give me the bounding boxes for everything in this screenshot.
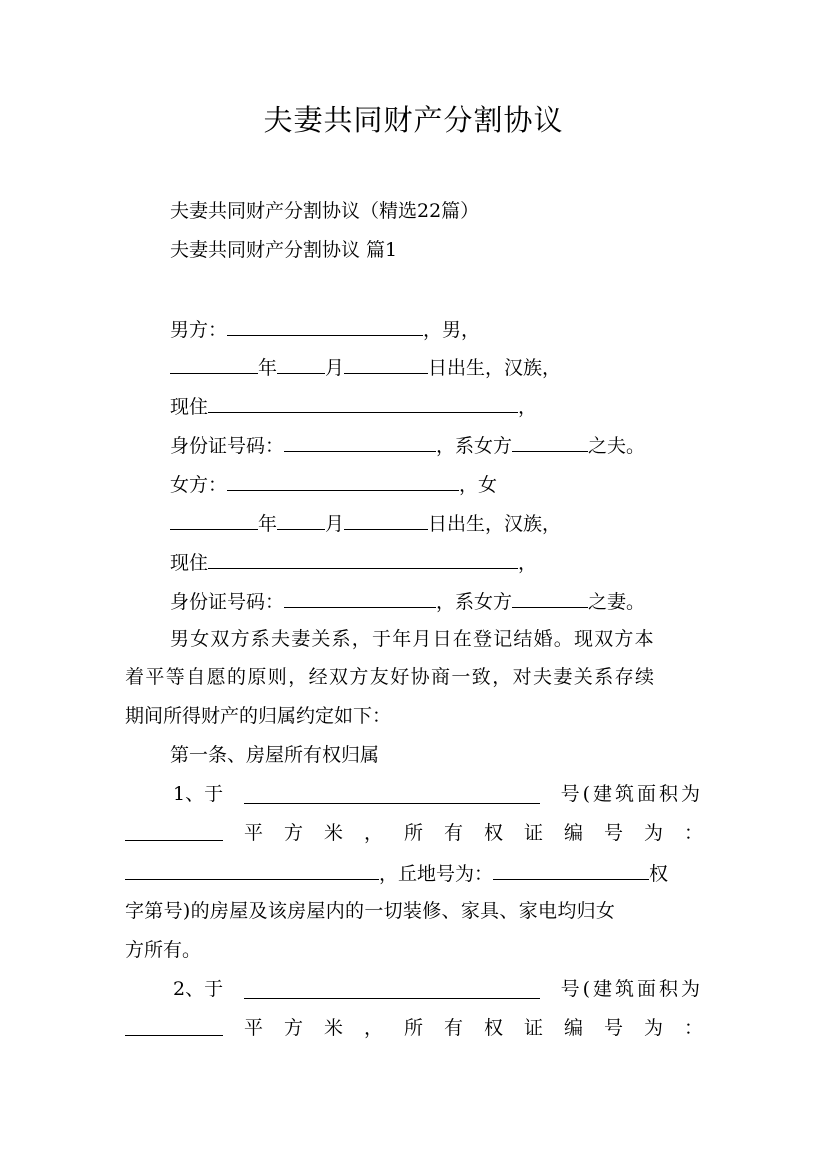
address-suffix: ， (518, 552, 538, 574)
male-name-blank (227, 315, 423, 336)
female-gender: ，女 (459, 474, 498, 496)
area-char: ， (363, 1017, 383, 1039)
female-relation-blank (512, 587, 588, 608)
female-address-blank (208, 548, 518, 569)
area-char: 有 (443, 822, 463, 844)
area-char: 证 (523, 1017, 543, 1039)
year-label: 年 (258, 357, 278, 379)
area-char: 米 (323, 822, 343, 844)
item-1-line-1 (125, 781, 703, 807)
area-char: 方 (283, 822, 303, 844)
birth-suffix: 日出生，汉族， (428, 513, 562, 535)
item-1-certificate-blank (125, 859, 379, 880)
male-gender: ，男， (423, 319, 481, 341)
address-label: 现住 (170, 552, 209, 574)
relation-suffix: 之夫。 (588, 435, 646, 457)
male-label: 男方： (170, 319, 228, 341)
area-char: 为 (643, 822, 663, 844)
area-char: 编 (563, 822, 583, 844)
item-1-location-blank (244, 783, 540, 804)
area-char: 所 (403, 1017, 423, 1039)
male-birth-month-blank (277, 353, 325, 374)
female-name-blank (227, 470, 459, 491)
area-char: ： (683, 822, 703, 844)
item-1-prefix: 1、于 (173, 783, 224, 805)
area-char: 权 (483, 1017, 503, 1039)
month-label: 月 (325, 513, 345, 535)
document-subtitle: 夫妻共同财产分割协议（精选22篇） (170, 200, 480, 222)
intro-line-2: 着平等自愿的原则，经双方友好协商一致，对夫妻关系存续 (125, 666, 656, 688)
item-1-line-2 (125, 820, 703, 846)
item-1-plot-blank (493, 859, 649, 880)
male-address-blank (208, 392, 518, 413)
male-id-line (170, 431, 645, 459)
area-char: ， (363, 822, 383, 844)
area-char: 权 (483, 822, 503, 844)
certificate-suffix: 权 (649, 863, 669, 885)
area-char: 所 (403, 822, 423, 844)
area-char: 号 (603, 822, 623, 844)
item-1-number-suffix: 号(建筑面积为 (560, 783, 703, 805)
area-char: 有 (443, 1017, 463, 1039)
female-label: 女方： (170, 474, 228, 496)
item-1-area-blank (125, 820, 223, 841)
male-id-blank (284, 431, 436, 452)
area-char: 平 (243, 1017, 263, 1039)
female-id-blank (284, 587, 436, 608)
item-2-area-blank (125, 1015, 223, 1036)
intro-line-3: 期间所得财产的归属约定如下： (125, 705, 392, 727)
area-char: 米 (323, 1017, 343, 1039)
item-1-line-4: 字第号)的房屋及该房屋内的一切装修、家具、家电均归女 (125, 900, 616, 922)
id-label: 身份证号码： (170, 435, 285, 457)
month-label: 月 (325, 357, 345, 379)
relation-prefix: ，系女方 (436, 435, 513, 457)
female-birth-line (170, 509, 561, 537)
plot-label: ，丘地号为： (379, 863, 494, 885)
address-suffix: ， (518, 396, 538, 418)
item-2-prefix: 2、于 (173, 978, 224, 1000)
area-char: 编 (563, 1017, 583, 1039)
birth-suffix: 日出生，汉族， (428, 357, 562, 379)
female-birth-day-blank (344, 509, 428, 530)
area-char: 证 (523, 822, 543, 844)
section-heading: 夫妻共同财产分割协议 篇1 (170, 239, 398, 261)
male-birth-year-blank (170, 353, 258, 374)
item-1-line-3 (125, 859, 668, 887)
male-address-line (170, 392, 537, 420)
female-address-line (170, 548, 537, 576)
address-label: 现住 (170, 396, 209, 418)
area-char: 号 (603, 1017, 623, 1039)
relation-prefix: ，系女方 (436, 591, 513, 613)
relation-suffix: 之妻。 (588, 591, 646, 613)
female-name-line (170, 470, 497, 498)
area-char: 为 (643, 1017, 663, 1039)
item-2-line-1 (125, 976, 703, 1002)
item-1-line-5: 方所有。 (125, 939, 202, 961)
female-id-line (170, 587, 645, 615)
male-birth-day-blank (344, 353, 428, 374)
document-title: 夫妻共同财产分割协议 (263, 103, 564, 137)
male-birth-line (170, 353, 561, 381)
male-name-line (170, 315, 480, 343)
item-2-location-blank (244, 978, 540, 999)
female-birth-month-blank (277, 509, 325, 530)
male-relation-blank (512, 431, 588, 452)
item-2-line-2 (125, 1015, 703, 1041)
intro-line-1: 男女双方系夫妻关系，于年月日在登记结婚。现双方本 (170, 628, 655, 650)
area-char: 平 (243, 822, 263, 844)
area-char: 方 (283, 1017, 303, 1039)
article-1-heading: 第一条、房屋所有权归属 (170, 744, 380, 766)
area-char: ： (683, 1017, 703, 1039)
year-label: 年 (258, 513, 278, 535)
item-2-number-suffix: 号(建筑面积为 (560, 978, 703, 1000)
female-birth-year-blank (170, 509, 258, 530)
id-label: 身份证号码： (170, 591, 285, 613)
